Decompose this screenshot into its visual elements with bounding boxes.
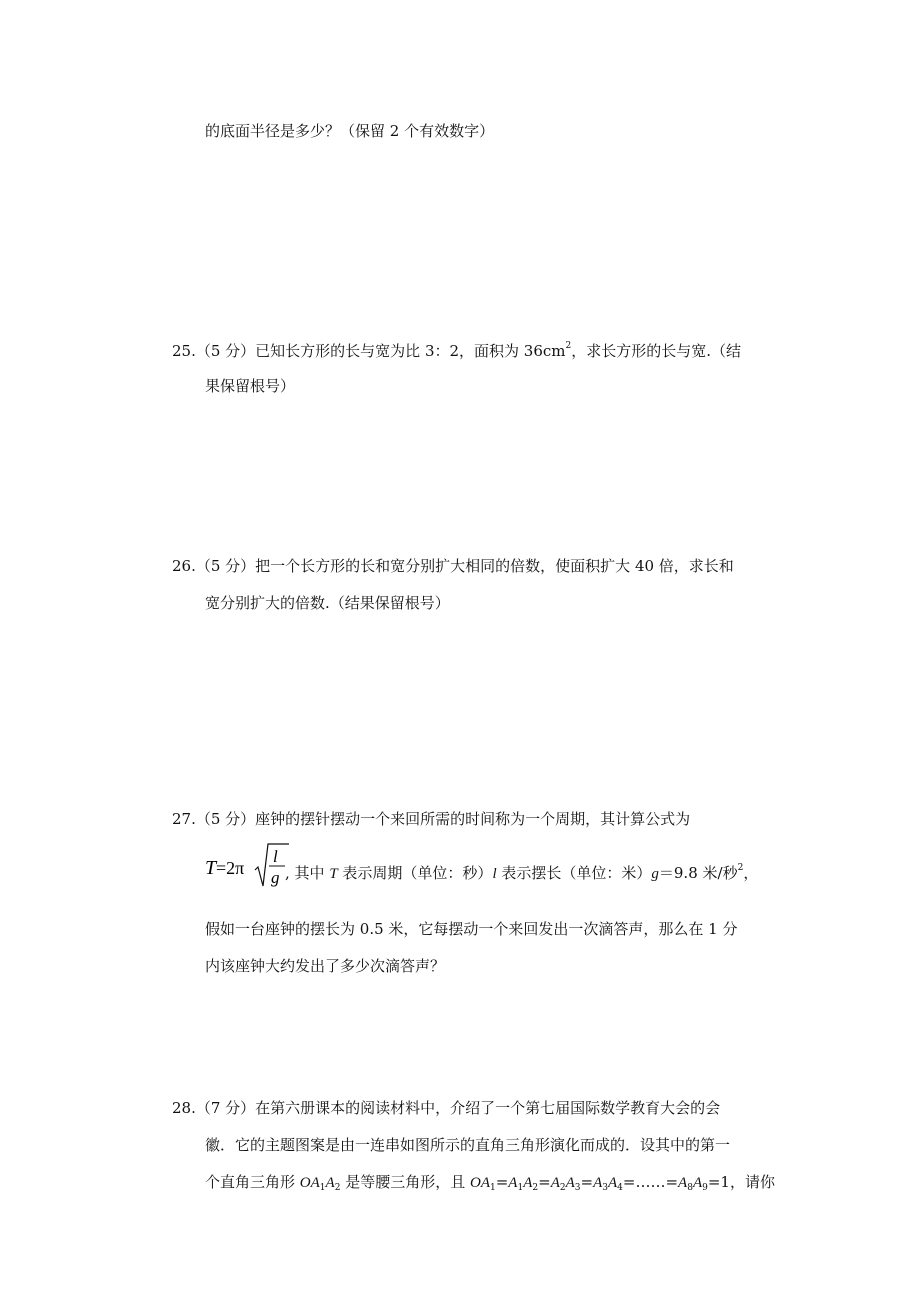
q28-line1: 28.（7 分）在第六册课本的阅读材料中，介绍了一个第七届国际数学教育大会的会 (172, 1099, 721, 1117)
formula-T: T (205, 857, 217, 879)
q28-number: 28. (172, 1099, 196, 1117)
q27-line1: 27.（5 分）座钟的摆针摆动一个来回所需的时间称为一个周期，其计算公式为 (172, 810, 691, 828)
formula-eq: =2π (216, 858, 245, 878)
q25-number: 25. (172, 342, 196, 360)
q27-number: 27. (172, 810, 196, 828)
q28-line2: 徽．它的主题图案是由一连串如图所示的直角三角形演化而成的．设其中的第一 (205, 1136, 731, 1154)
q27-line3: 假如一台座钟的摆长为 0.5 米，它每摆动一个来回发出一次滴答声，那么在 1 分 (205, 920, 738, 938)
q25-line2: 果保留根号） (205, 377, 296, 395)
q26-line2: 宽分别扩大的倍数.（结果保留根号） (205, 594, 450, 612)
q24-continuation: 的底面半径是多少？（保留 2 个有效数字） (205, 122, 495, 140)
formula-denominator: g (271, 868, 280, 887)
q25-line1: 25.（5 分）已知长方形的长与宽为比 3：2，面积为 $36cm^2$，求长方形的长与宽.（结 (172, 341, 742, 360)
q27-line4: 内该座钟大约发出了多少次滴答声？ (205, 957, 446, 975)
q26-line1: 26.（5 分）把一个长方形的长和宽分别扩大相同的倍数，使面积扩大 40 倍，求长和 (172, 557, 734, 575)
q28-line3: 个直角三角形 $OA_1A_2$ 是等腰三角形，且 $OA_1=A_1A_2=A_2A_3=A_3A_4=\dots\dots=A_8A_9=1$，请你 (205, 1173, 775, 1193)
period-formula (205, 840, 295, 890)
q26-number: 26. (172, 557, 196, 575)
q27-line2: , 其中 T 表示周期（单位：秒）l 表示摆长（单位：米）g＝9.8 米/秒$^2$， (285, 863, 759, 882)
formula-numerator: l (273, 847, 278, 866)
